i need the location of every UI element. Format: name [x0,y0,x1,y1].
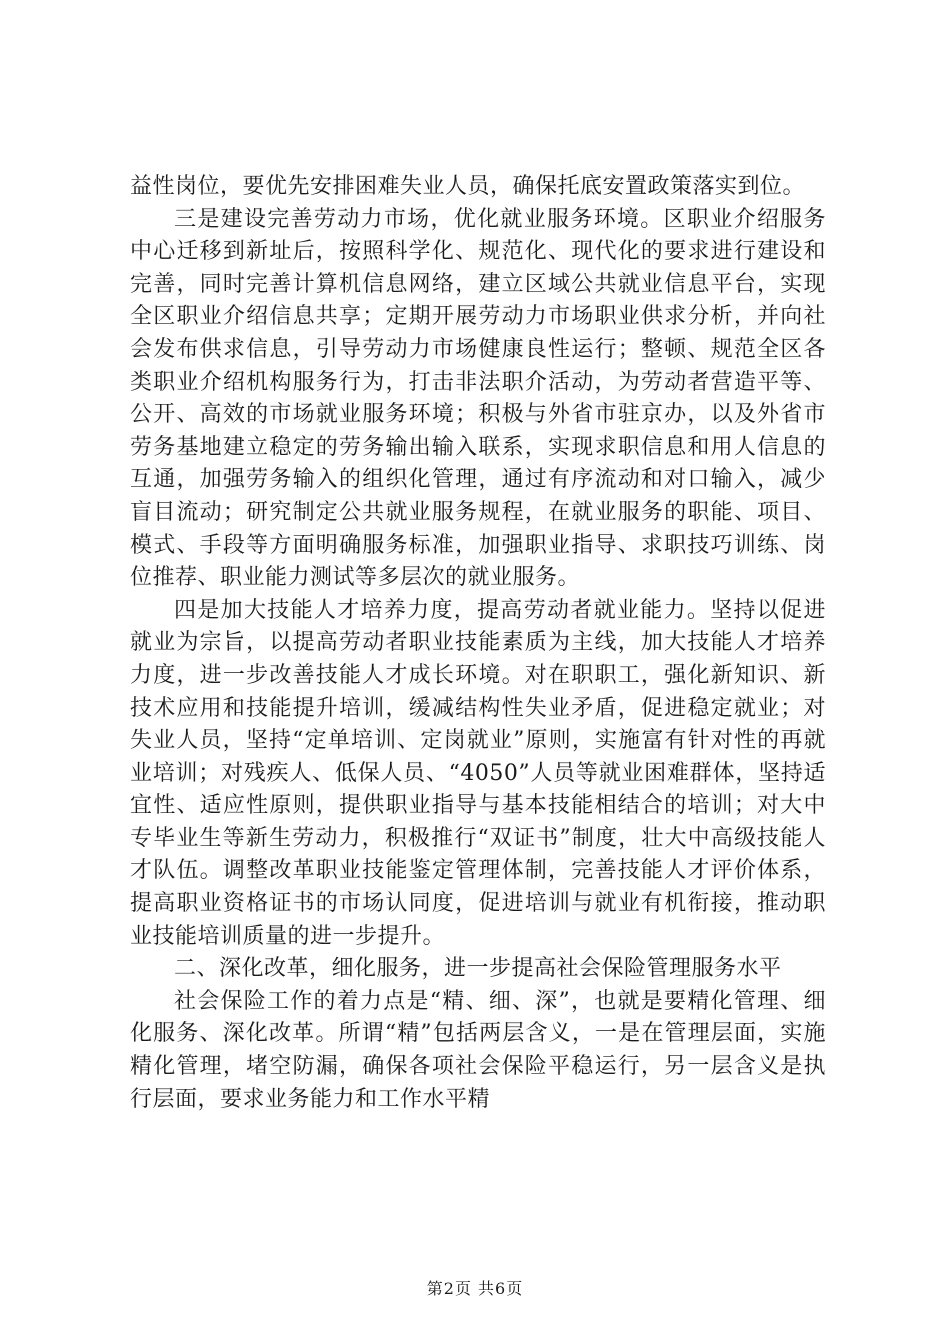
page-footer: 第2页 共6页 [426,1279,524,1298]
section-heading-social-insurance: 二、深化改革，细化服务，进一步提高社会保险管理服务水平 [174,956,782,982]
document-body [130,171,826,1116]
paragraph-labor-market: 三是建设完善劳动力市场，优化就业服务环境。区职业介绍服务中心迁移到新址后，按照科学化、规范化、现代化的要求进行建设和完善，同时完善计算机信息网络，建立区域公共就业信息平台，实现全区职业介绍信息共享；定期开展劳动力市场职业供求分析，并向社会发布供求信息，引导劳动力市场健康良性运行；整顿、规范全区各类职业介绍机构服务行为，打击非法职介活动，为劳动者营造平等、公开、高效的市场就业服务环境；积极与外省市驻京办，以及外省市劳务基地建立稳定的劳务输出输入联系，实现求职信息和用人信息的互通，加强劳务输入的组织化管理，通过有序流动和对口输入，减少盲目流动；研究制定公共就业服务规程，在就业服务的职能、项目、模式、手段等方面明确服务标准，加强职业指导、求职技巧训练、岗位推荐、职业能力测试等多层次的就业服务。 [130,206,826,591]
paragraph-social-insurance: 社会保险工作的着力点是“精、细、深”，也就是要精化管理、细化服务、深化改革。所谓“精”包括两层含义，一是在管理层面，实施精化管理，堵空防漏，确保各项社会保险平稳运行，另一层含义是执行层面，要求业务能力和工作水平精 [130,988,826,1112]
paragraph-skills-training: 四是加大技能人才培养力度，提高劳动者就业能力。坚持以促进就业为宗旨，以提高劳动者职业技能素质为主线，加大技能人才培养力度，进一步改善技能人才成长环境。对在职职工，强化新知识、新技术应用和技能提升培训，缓减结构性失业矛盾，促进稳定就业；对失业人员，坚持“定单培训、定岗就业”原则，实施富有针对性的再就业培训；对残疾人、低保人员、“4050”人员等就业困难群体，坚持适宜性、适应性原则，提供职业指导与基本技能相结合的培训；对大中专毕业生等新生劳动力，积极推行“双证书”制度，壮大中高级技能人才队伍。调整改革职业技能鉴定管理体制，完善技能人才评价体系，提高职业资格证书的市场认同度，促进培训与就业有机衔接，推动职业技能培训质量的进一步提升。 [130,597,826,949]
paragraph-continuation: 益性岗位，要优先安排困难失业人员，确保托底安置政策落实到位。 [130,174,806,199]
